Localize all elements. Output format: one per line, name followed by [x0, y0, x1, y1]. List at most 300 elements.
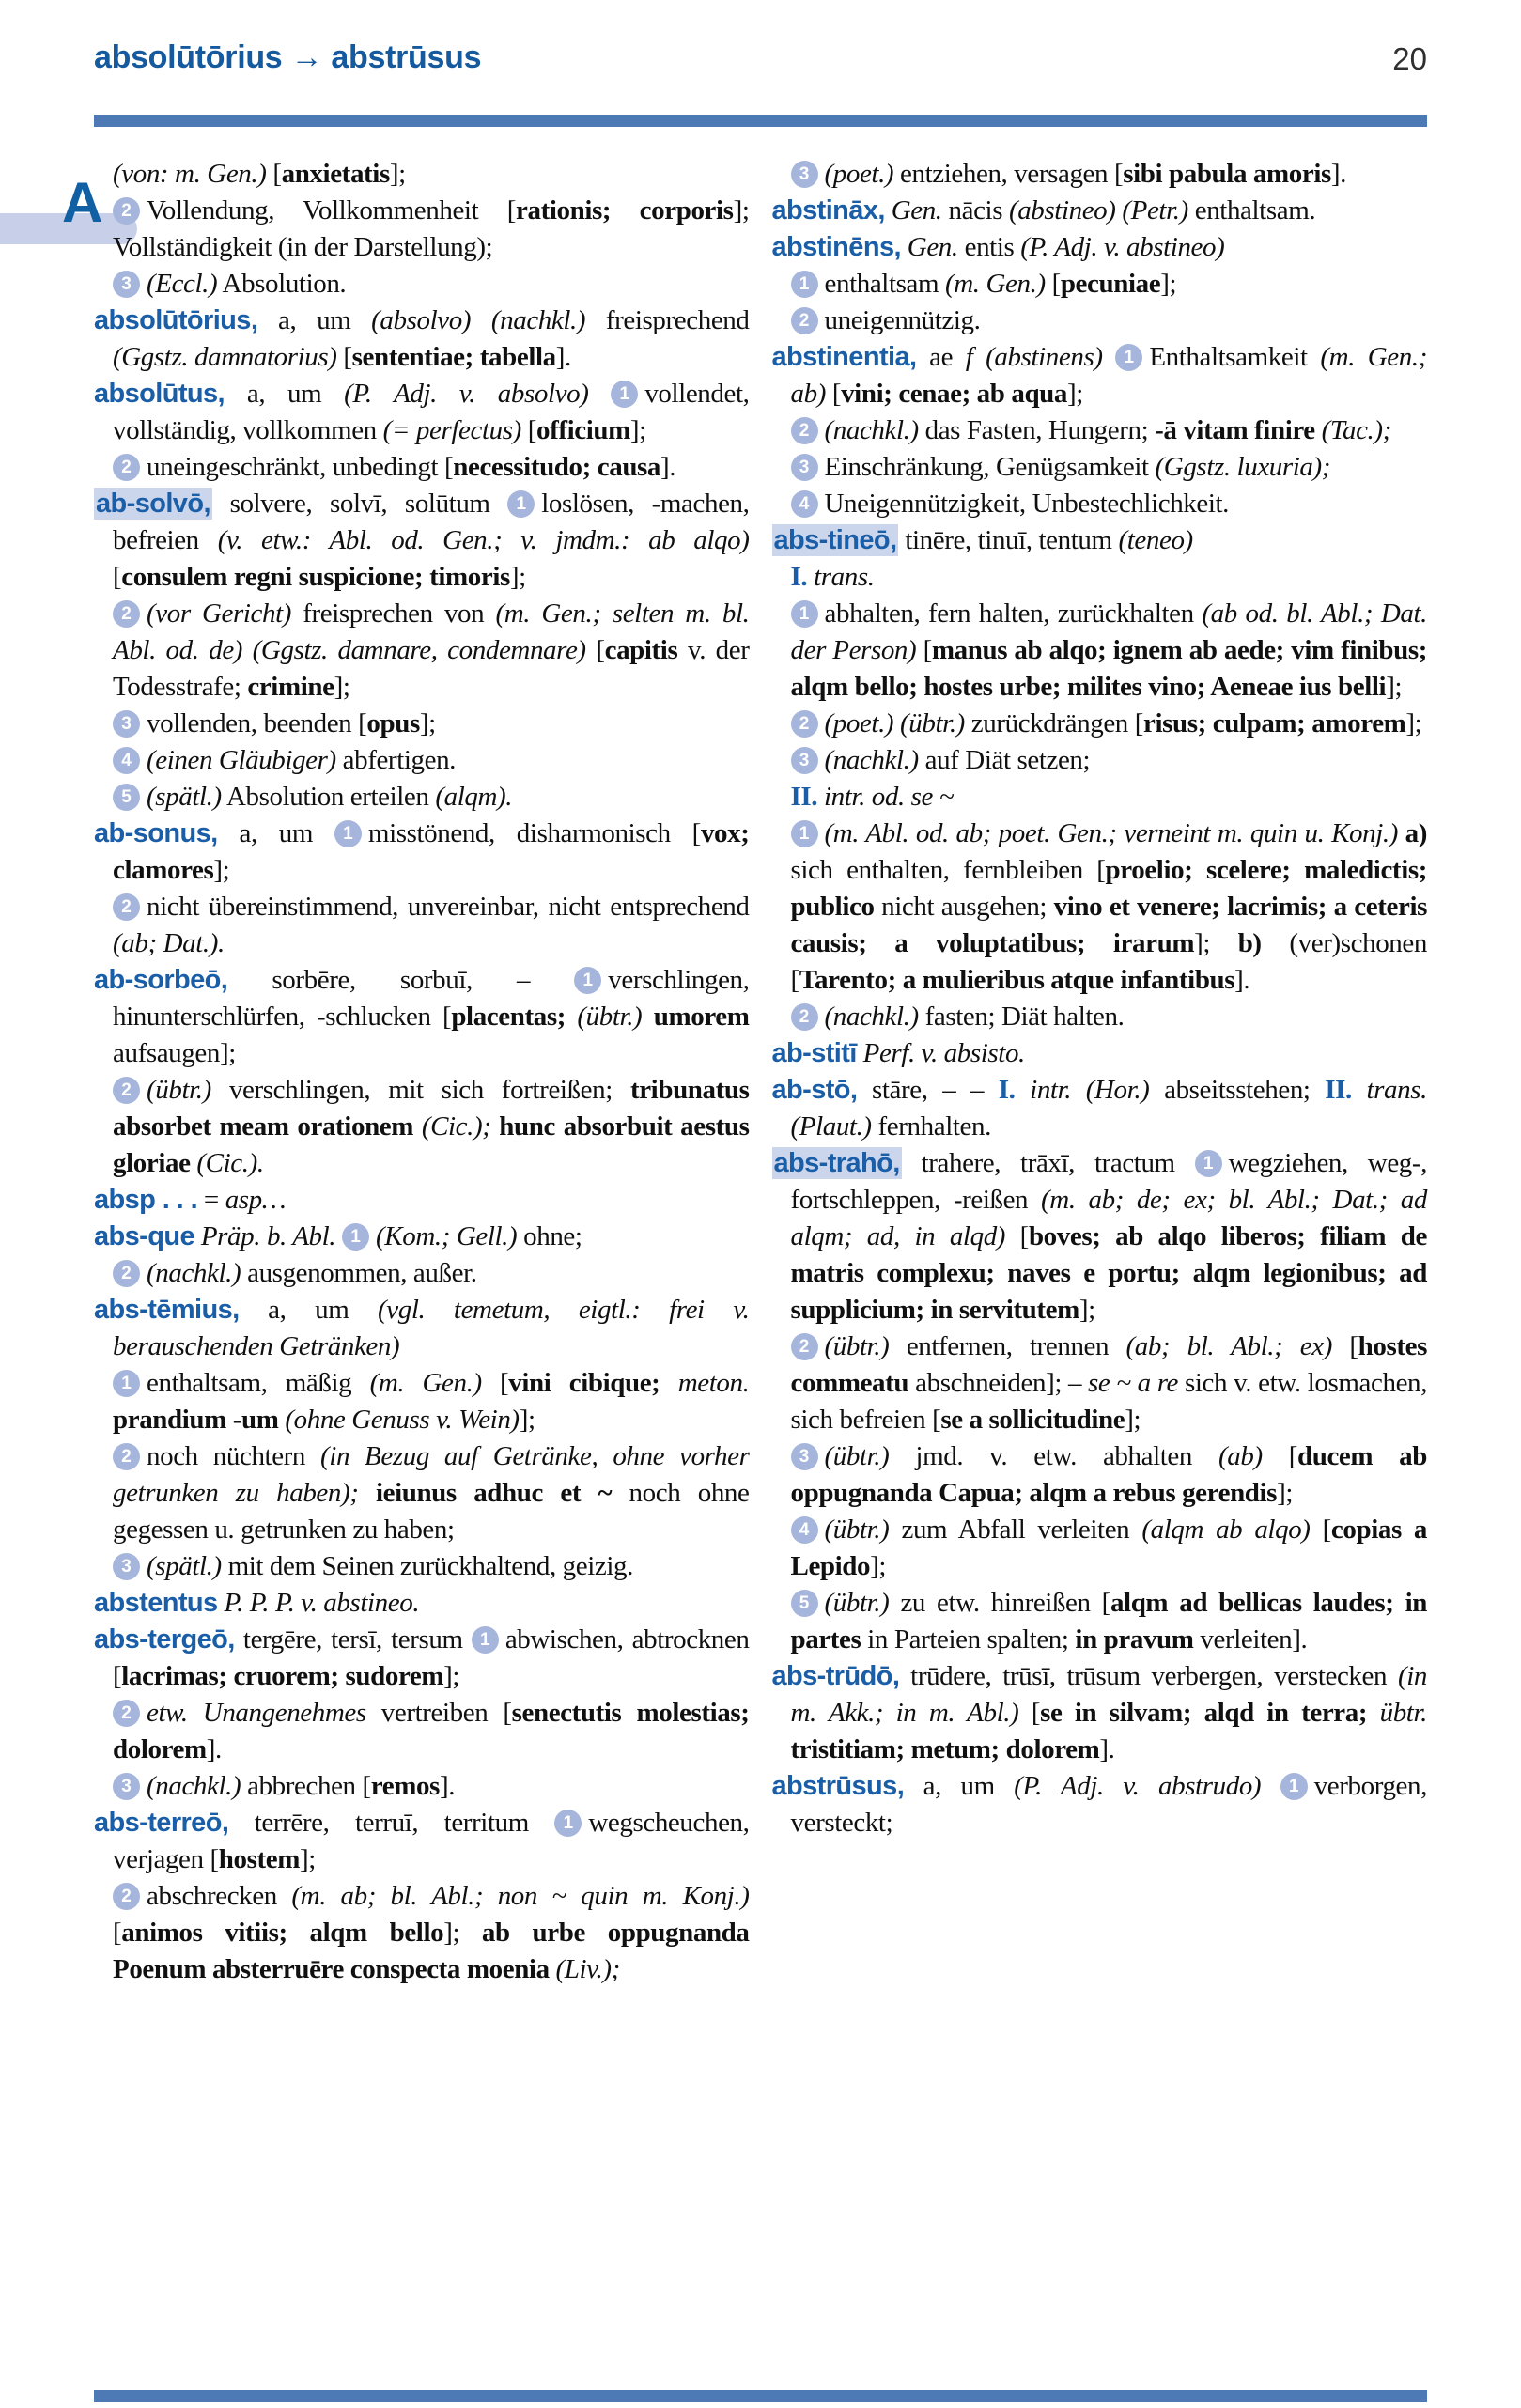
grammar-note: (übtr.)	[824, 1588, 890, 1618]
text-run: ];	[509, 562, 526, 592]
sense-number-badge: 1	[611, 381, 638, 408]
dictionary-paragraph	[94, 1548, 750, 1585]
dictionary-paragraph	[772, 486, 1428, 522]
text-run	[491, 1111, 500, 1142]
text-run: trūdere, trūsī, trūsum verbergen, verstecken	[899, 1661, 1398, 1691]
grammar-note: (ohne Genuss v. Wein)	[285, 1405, 520, 1435]
latin-example: crimine	[247, 672, 334, 702]
sense-number-badge: 3	[791, 1443, 818, 1470]
grammar-note: trans. (Plaut.)	[790, 1075, 1427, 1142]
grammar-note: P. P. P. v. abstineo.	[224, 1588, 420, 1618]
grammar-note: (= perfectus)	[382, 415, 521, 445]
dictionary-paragraph	[94, 1622, 750, 1695]
text-run: a, um	[904, 1771, 1015, 1801]
text-run: freisprechend	[585, 305, 750, 335]
latin-example: tribunatus absorbet meam orationem	[113, 1075, 750, 1142]
text-run: ];	[629, 415, 646, 445]
roman-numeral: II.	[1325, 1075, 1352, 1105]
latin-example: copias a Lepido	[790, 1515, 1428, 1581]
grammar-note: (v. etw.: Abl. od. Gen.; v. jmdm.: ab alqo)	[217, 525, 750, 555]
grammar-note: (m. Gen.; selten m. bl. Abl. od. de) (Ggstz. damnare, condemnare)	[113, 598, 750, 665]
text-run: zum Abfall verleiten	[889, 1515, 1142, 1545]
grammar-note: (m. ab; bl. Abl.; non ~ quin m. Konj.)	[291, 1881, 750, 1911]
latin-example: ab urbe oppugnanda Poenum absterruēre conspecta moenia	[113, 1918, 750, 1984]
text-run: ].	[439, 1771, 456, 1801]
text-run: ];	[334, 672, 350, 702]
text-run: entziehen, versagen [	[893, 159, 1124, 189]
grammar-note: (nachkl.)	[824, 415, 919, 445]
headword: absolūtus,	[94, 379, 225, 409]
latin-example: a)	[1405, 818, 1427, 848]
latin-example: senectutis molestias; dolorem	[113, 1698, 750, 1764]
text-run: ];	[1386, 672, 1403, 702]
text-run: a, um	[239, 1295, 378, 1325]
dictionary-paragraph	[94, 1219, 750, 1255]
grammar-note: (ab; bl. Abl.; ex)	[1125, 1331, 1332, 1361]
text-run: ];	[419, 708, 436, 738]
sense-number-badge: 2	[113, 1883, 140, 1910]
latin-example: vox; clamores	[113, 818, 750, 885]
dictionary-paragraph	[772, 596, 1428, 706]
grammar-note: (absolvo) (nachkl.)	[371, 305, 586, 335]
roman-numeral: II.	[790, 782, 818, 812]
headword: abstentus	[94, 1588, 218, 1618]
dictionary-paragraph	[94, 193, 750, 266]
text-run: [	[113, 1918, 122, 1948]
text-run: ];	[1405, 708, 1422, 738]
sense-number-badge: 1	[113, 1370, 140, 1397]
text-run: ].	[1099, 1734, 1115, 1764]
text-run: [	[1045, 269, 1061, 299]
text-run: noch nüchtern	[147, 1441, 321, 1471]
text-run	[566, 1002, 577, 1032]
grammar-note: (Ggstz. damnatorius)	[113, 342, 337, 372]
text-run: [	[825, 379, 842, 409]
latin-example: se a sollicitudine	[940, 1405, 1125, 1435]
latin-example: officium	[535, 415, 630, 445]
grammar-note: (nachkl.)	[147, 1258, 241, 1288]
sense-number-badge: 1	[342, 1223, 369, 1251]
text-run: [	[113, 562, 122, 592]
footer-rule	[94, 2390, 1427, 2402]
sense-number-badge: 1	[1280, 1773, 1308, 1800]
text-run: freisprechen von	[291, 598, 496, 629]
text-run: ].	[1330, 159, 1346, 189]
grammar-note: (P. Adj. v. absolvo)	[344, 379, 589, 409]
grammar-note: f (abstinens)	[965, 342, 1103, 372]
latin-example: umorem	[653, 1002, 750, 1032]
grammar-note: asp…	[225, 1185, 287, 1215]
sense-number-badge: 2	[113, 1443, 140, 1470]
dictionary-paragraph	[94, 1365, 750, 1438]
sense-number-badge: 3	[113, 710, 140, 738]
latin-example: necessitudo; causa	[453, 452, 661, 482]
headword: abs-tergeō,	[94, 1624, 235, 1655]
grammar-note: (übtr.)	[577, 1002, 643, 1032]
dictionary-paragraph	[772, 816, 1428, 999]
sense-number-badge: 1	[507, 490, 535, 518]
headword: abs-tēmius,	[94, 1295, 240, 1325]
text-run: Enthaltsamkeit	[1149, 342, 1321, 372]
sense-number-badge: 2	[791, 307, 818, 334]
text-run: [	[520, 415, 536, 445]
dictionary-paragraph	[772, 1328, 1428, 1438]
text-run: wegscheuchen, verjagen [	[113, 1808, 750, 1874]
text-run: mit dem Seinen zurückhaltend, geizig.	[221, 1551, 633, 1581]
dictionary-paragraph	[772, 1438, 1428, 1512]
text-run: ];	[519, 1405, 535, 1435]
latin-example: rationis; corporis	[516, 195, 734, 225]
grammar-note: Perf. v. absisto.	[862, 1038, 1025, 1068]
dictionary-paragraph	[94, 1805, 750, 1878]
text-run	[901, 232, 908, 262]
grammar-note: (in Bezug auf Getränke, ohne vorher getrunken zu haben);	[113, 1441, 750, 1508]
text-run: vertreiben [	[365, 1698, 512, 1728]
roman-numeral: I.	[998, 1075, 1016, 1105]
text-run: enthaltsam.	[1187, 195, 1316, 225]
text-columns	[94, 156, 1427, 1988]
text-run: Uneigennützigkeit, Unbestechlichkeit.	[824, 489, 1230, 519]
headword: abs-terreō,	[94, 1808, 229, 1838]
latin-example: hostem	[218, 1844, 300, 1874]
text-run: jmd. v. etw. abhalten	[889, 1441, 1218, 1471]
headword: abs-que	[94, 1221, 194, 1251]
text-run: ohne;	[517, 1221, 582, 1251]
grammar-note: (vor Gericht)	[147, 598, 291, 629]
dictionary-paragraph	[94, 1072, 750, 1182]
dictionary-paragraph	[94, 706, 750, 742]
text-run: misstönend, disharmonisch [	[367, 818, 701, 848]
latin-example: animos vitiis; alqm bello	[121, 1918, 444, 1948]
dictionary-paragraph	[94, 1585, 750, 1622]
latin-example: tristitiam; metum; dolorem	[790, 1734, 1100, 1764]
text-run: =	[197, 1185, 225, 1215]
latin-example: manus ab alqo; ignem ab aede; vim finibus; alqm bello; hostes urbe; milites vino; Aeneae ius belli	[790, 635, 1428, 702]
sense-number-badge: 2	[791, 1003, 818, 1031]
grammar-note: (nachkl.)	[824, 1002, 919, 1032]
text-run: vollenden, beenden [	[147, 708, 367, 738]
grammar-note: intr. od. se ~	[823, 782, 955, 812]
grammar-note: (ab; Dat.).	[113, 928, 225, 958]
text-run: nicht übereinstimmend, unvereinbar, nicht entsprechend	[147, 892, 750, 922]
text-run	[1103, 342, 1116, 372]
latin-example: capitis	[604, 635, 678, 665]
dictionary-paragraph	[772, 522, 1428, 559]
dictionary-paragraph	[772, 779, 1428, 816]
text-run: loslösen, -machen, befreien	[113, 489, 750, 555]
text-run: Einschränkung, Genügsamkeit	[824, 452, 1156, 482]
dictionary-paragraph	[772, 339, 1428, 412]
text-run: [	[1331, 1331, 1358, 1361]
text-run: terrēre, terruī, territum	[228, 1808, 555, 1838]
text-run: ].	[555, 342, 571, 372]
dictionary-paragraph	[94, 486, 750, 596]
grammar-note: (m. ab; de; ex; bl. Abl.; Dat.; ad alqm; ad, in alqd)	[790, 1185, 1427, 1251]
text-run: tinēre, tinuī, tentum	[898, 525, 1119, 555]
text-run: ].	[1234, 965, 1250, 995]
dictionary-paragraph	[772, 1768, 1428, 1841]
sense-number-badge: 5	[791, 1590, 818, 1617]
grammar-note: (nachkl.)	[147, 1771, 241, 1801]
grammar-note: (m. Gen.)	[944, 269, 1046, 299]
latin-example: ducem ab oppugnanda Capua; alqm a rebus gerendis	[790, 1441, 1428, 1508]
grammar-note: (P. Adj. v. abstrudo)	[1014, 1771, 1262, 1801]
sense-number-badge: 2	[113, 893, 140, 921]
text-run	[1367, 1698, 1379, 1728]
grammar-note: Präp. b. Abl.	[200, 1221, 336, 1251]
dictionary-paragraph	[94, 156, 750, 193]
grammar-note: (ab)	[1218, 1441, 1263, 1471]
headword: absolūtōrius,	[94, 305, 258, 335]
grammar-note: meton.	[677, 1368, 750, 1398]
grammar-note: (poet.)	[824, 159, 894, 189]
dictionary-paragraph	[94, 1292, 750, 1365]
text-run: a, um	[217, 818, 334, 848]
text-run	[642, 1002, 653, 1032]
dictionary-paragraph	[772, 559, 1428, 596]
dictionary-paragraph	[94, 742, 750, 779]
text-run: Absolution erteilen	[221, 782, 436, 812]
text-run: abfertigen.	[335, 745, 457, 775]
grammar-note: (spätl.)	[147, 782, 222, 812]
text-run: verleiten].	[1193, 1624, 1308, 1655]
headword-highlighted: abs-tineō,	[773, 525, 897, 555]
latin-example: placentas;	[451, 1002, 566, 1032]
text-run: ];	[1277, 1478, 1293, 1508]
dictionary-paragraph	[94, 962, 750, 1072]
dictionary-paragraph	[772, 229, 1428, 266]
text-run: fernhalten.	[871, 1111, 991, 1142]
text-run: enthaltsam	[824, 269, 945, 299]
text-run: abbrechen [	[241, 1771, 371, 1801]
grammar-note: (Tac.);	[1321, 415, 1391, 445]
grammar-note: (übtr.)	[824, 1515, 890, 1545]
text-run: verschlingen, hinunterschlürfen, -schlucken [	[113, 965, 750, 1032]
latin-example: Tarento; a mulieribus atque infantibus	[799, 965, 1235, 995]
text-run: verborgen, versteckt;	[790, 1771, 1427, 1838]
text-run: ];	[1067, 379, 1083, 409]
text-run	[413, 1111, 422, 1142]
grammar-note: (m. Gen.)	[369, 1368, 482, 1398]
text-run	[359, 1478, 376, 1508]
text-run: Absolution.	[217, 269, 347, 299]
text-run: solvere, solvī, solūtum	[211, 489, 508, 519]
text-run: [	[1262, 1441, 1297, 1471]
grammar-note: (P. Adj. v. abstineo)	[1020, 232, 1225, 262]
text-run: wegziehen, weg-, fortschleppen, -reißen	[790, 1148, 1428, 1215]
text-run: Vollendung, Vollkommenheit [	[147, 195, 517, 225]
sense-number-badge: 4	[791, 490, 818, 518]
dictionary-paragraph	[94, 303, 750, 376]
sense-number-badge: 1	[472, 1626, 499, 1654]
dictionary-paragraph	[94, 1768, 750, 1805]
grammar-note: (Cic.);	[421, 1111, 491, 1142]
sense-number-badge: 2	[113, 1700, 140, 1727]
text-run: in Parteien spalten;	[861, 1624, 1076, 1655]
text-run: aufsaugen];	[113, 1038, 236, 1068]
grammar-note: (m. Abl. od. ab; poet. Gen.; verneint m. quin u. Konj.)	[824, 818, 1398, 848]
headword-highlighted: abs-trahō,	[773, 1148, 900, 1178]
grammar-note: (abstineo) (Petr.)	[1008, 195, 1188, 225]
headword: abstināx,	[771, 195, 885, 225]
dictionary-paragraph	[772, 1658, 1428, 1768]
sense-number-badge: 5	[113, 784, 140, 811]
text-run: abhalten, fern halten, zurückhalten	[824, 598, 1203, 629]
dictionary-paragraph	[772, 156, 1428, 193]
grammar-note: (von: m. Gen.)	[113, 159, 267, 189]
sense-number-badge: 3	[791, 747, 818, 774]
sense-number-badge: 1	[554, 1810, 582, 1837]
text-run: ];	[213, 855, 230, 885]
roman-numeral: I.	[790, 562, 808, 592]
latin-example: vini cibique;	[508, 1368, 660, 1398]
latin-example: boves; ab alqo liberos; filiam de matris complexu; naves e portu; alqm legionibus; ad supplicium; in servitutem	[790, 1221, 1427, 1325]
text-run: abseitsstehen;	[1149, 1075, 1326, 1105]
grammar-note: Gen.	[907, 232, 958, 262]
text-run: fasten; Diät halten.	[918, 1002, 1125, 1032]
text-run: [	[1005, 1221, 1029, 1251]
text-run: abwischen, abtrocknen [	[113, 1624, 750, 1691]
sense-number-badge: 2	[791, 1333, 818, 1360]
grammar-note: (Eccl.)	[147, 269, 218, 299]
text-run: ];	[1194, 928, 1238, 958]
text-run: ];	[443, 1661, 460, 1691]
sense-number-badge: 2	[113, 1077, 140, 1104]
grammar-note: Gen.	[891, 195, 942, 225]
dictionary-paragraph	[772, 1035, 1428, 1072]
text-run: sich v. etw. losmachen, sich befreien [	[790, 1368, 1428, 1435]
sense-number-badge: 4	[113, 747, 140, 774]
latin-example: ieiunus adhuc et ~	[375, 1478, 613, 1508]
text-run: ];	[1125, 1405, 1141, 1435]
latin-example: pecuniae	[1060, 269, 1161, 299]
column-left	[94, 156, 750, 1988]
dictionary-paragraph	[94, 889, 750, 962]
text-run: ];	[870, 1551, 887, 1581]
dictionary-paragraph	[772, 742, 1428, 779]
text-run	[1261, 1771, 1280, 1801]
text-run: [	[916, 635, 932, 665]
latin-example: in pravum	[1075, 1624, 1194, 1655]
sense-number-badge: 3	[791, 161, 818, 188]
text-run: ].	[660, 452, 676, 482]
text-run: ];	[1160, 269, 1177, 299]
grammar-note: trans.	[814, 562, 875, 592]
dictionary-paragraph	[772, 706, 1428, 742]
dictionary-paragraph	[772, 1585, 1428, 1658]
text-run: stāre, – –	[857, 1075, 999, 1105]
grammar-note: (alqm ab alqo)	[1141, 1515, 1311, 1545]
dictionary-paragraph	[772, 1072, 1428, 1145]
sense-number-badge: 2	[791, 417, 818, 444]
text-run: ae	[916, 342, 966, 372]
text-run: enthaltsam, mäßig	[147, 1368, 370, 1398]
sense-number-badge: 3	[113, 1773, 140, 1800]
latin-example: se in silvam; alqd in terra;	[1040, 1698, 1368, 1728]
section-letter: A	[62, 171, 103, 234]
latin-example: prandium -um	[113, 1405, 279, 1435]
latin-example: sententiae; tabella	[351, 342, 556, 372]
text-run: ];	[443, 1918, 482, 1948]
text-run: nācis	[941, 195, 1009, 225]
text-run: ];	[299, 1844, 316, 1874]
headword: abstinēns,	[771, 232, 901, 262]
sense-number-badge: 1	[1195, 1150, 1222, 1177]
dictionary-paragraph	[94, 376, 750, 449]
text-run	[857, 1038, 863, 1068]
dictionary-paragraph	[94, 1438, 750, 1548]
text-run	[194, 1221, 201, 1251]
header-rule	[94, 115, 1427, 127]
text-run: [	[585, 635, 605, 665]
text-run: ].	[206, 1734, 222, 1764]
text-run: ];	[1079, 1295, 1095, 1325]
headword: ab-stō,	[771, 1075, 858, 1105]
text-run: entis	[957, 232, 1021, 262]
headword: ab-sonus,	[94, 818, 218, 848]
text-run: abschneiden]; –	[908, 1368, 1089, 1398]
text-run	[1398, 818, 1405, 848]
text-run: ausgenommen, außer.	[241, 1258, 477, 1288]
grammar-note: (Cic.).	[196, 1148, 264, 1178]
text-run	[660, 1368, 677, 1398]
latin-example: anxietatis	[281, 159, 390, 189]
headword: abstinentia,	[771, 342, 917, 372]
latin-example: sibi pabula amoris	[1123, 159, 1331, 189]
latin-example: hostes commeatu	[790, 1331, 1427, 1398]
dictionary-paragraph	[772, 449, 1428, 486]
sense-number-badge: 2	[791, 710, 818, 738]
grammar-note: (übtr.)	[824, 1441, 890, 1471]
text-run: [	[1018, 1698, 1041, 1728]
dictionary-paragraph	[94, 1878, 750, 1988]
text-run: das Fasten, Hungern;	[918, 415, 1156, 445]
dictionary-paragraph	[94, 1695, 750, 1768]
dictionary-paragraph	[772, 303, 1428, 339]
text-run: a, um	[225, 379, 345, 409]
text-run: ]; Vollständigkeit (in der Darstellung);	[113, 195, 750, 262]
dictionary-paragraph	[772, 193, 1428, 229]
grammar-note: (alqm).	[435, 782, 513, 812]
latin-example: consulem regni suspicione; timoris	[121, 562, 510, 592]
text-run: uneingeschränkt, unbedingt [	[147, 452, 454, 482]
dictionary-paragraph	[772, 1512, 1428, 1585]
text-run	[1315, 415, 1322, 445]
latin-example: risus; culpam; amorem	[1143, 708, 1406, 738]
text-run: abschrecken	[147, 1881, 292, 1911]
text-run: ];	[389, 159, 406, 189]
grammar-note: (nachkl.)	[824, 745, 919, 775]
sense-number-badge: 2	[113, 454, 140, 481]
grammar-note: intr. (Hor.)	[1030, 1075, 1150, 1105]
text-run: v. der Todesstrafe;	[113, 635, 750, 702]
latin-example: lacrimas; cruorem; sudorem	[121, 1661, 444, 1691]
headword: abstrūsus,	[771, 1771, 905, 1801]
dictionary-paragraph	[94, 266, 750, 303]
latin-example: vini; cenae; ab aqua	[841, 379, 1068, 409]
headword: abs-trūdō,	[771, 1661, 900, 1691]
latin-example: remos	[370, 1771, 440, 1801]
headword: absp . . .	[94, 1185, 198, 1215]
sense-number-badge: 2	[113, 197, 140, 225]
latin-example: hunc absorbuit aestus gloriae	[113, 1111, 750, 1178]
dictionary-paragraph	[94, 596, 750, 706]
text-run: [	[481, 1368, 509, 1398]
dictionary-paragraph	[772, 412, 1428, 449]
grammar-note: se ~ a re	[1088, 1368, 1179, 1398]
text-run	[885, 195, 892, 225]
text-run: auf Diät setzen;	[918, 745, 1091, 775]
